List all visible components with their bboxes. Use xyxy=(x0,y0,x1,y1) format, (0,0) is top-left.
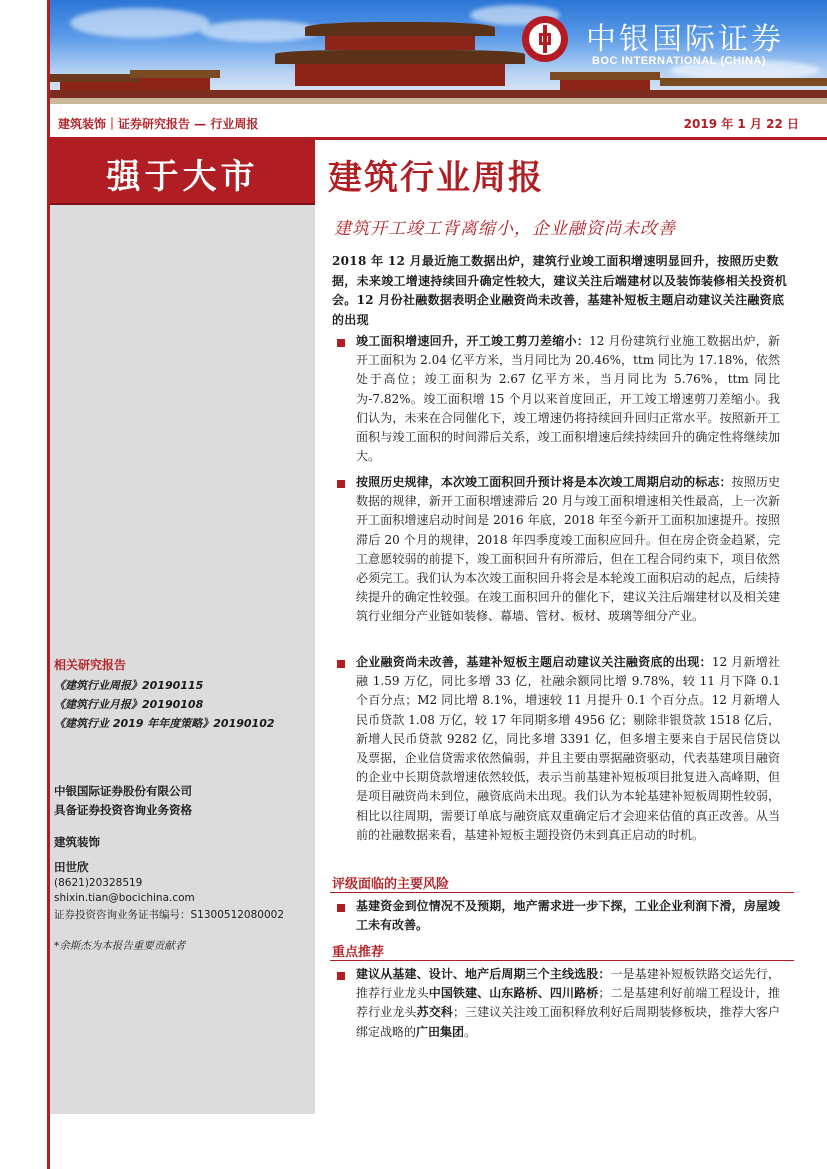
bullet-paragraph xyxy=(356,332,780,466)
sector-label: 建筑装饰 xyxy=(54,835,100,849)
risk-heading: 评级面临的主要风险 xyxy=(332,877,450,892)
risk-text: 基建资金到位情况不及预期，地产需求进一步下探，工业企业利润下滑，房屋竣工未有改善。 xyxy=(356,899,780,933)
page-title: 建筑行业周报 xyxy=(328,158,544,198)
bullet-square-icon xyxy=(337,660,345,668)
contributor-note: *余斯杰为本报告重要贡献者 xyxy=(54,940,186,952)
sidebar-panel xyxy=(50,140,315,1114)
brand-name-en: BOC INTERNATIONAL (CHINA) xyxy=(592,55,767,67)
bullet-text: 12 月份建筑行业施工数据出炉，新开工面积为 2.04 亿平方米，当月同比为 20.46%，ttm 同比为 17.18%，依然处于高位；竣工面积为 2.67 亿平方米，当月同比为 5.76%，ttm 同比为-7.82%。竣工面积增 15 个月以来首度回正，开工竣工增速剪刀差缩小。我们认为，未来在合同催化下，竣工增速仍将持续回升回归正常水平。按照新开工面积与竣工面积的时间滞后关系，竣工面积增速后续持续回升的确定性将继续加大。 xyxy=(356,334,780,464)
brand-name-cn: 中银国际证券 xyxy=(586,22,784,57)
bullet-paragraph xyxy=(356,473,780,627)
analyst-phone: (8621)20328519 xyxy=(54,877,143,889)
rating-label: 强于大市 xyxy=(106,157,259,197)
related-report-item[interactable]: 《建筑行业周报》20190115 xyxy=(54,679,204,692)
bullet-paragraph xyxy=(356,653,780,845)
section-divider xyxy=(330,960,794,961)
picks-stocks: 广田集团 xyxy=(416,1024,465,1039)
picks-stocks: 中国铁建、山东路桥、四川路桥 xyxy=(428,986,599,1001)
report-category: 建筑装饰｜证券研究报告 — 行业周报 xyxy=(58,117,259,131)
bullet-lead: 企业融资尚未改善，基建补短板主题启动建议关注融资底的出现： xyxy=(356,655,712,669)
picks-text: 一是基建补短板铁路交运先行，推荐行业龙头 xyxy=(356,967,780,1001)
analyst-license: 证券投资咨询业务证书编号：S1300512080002 xyxy=(54,909,285,921)
boc-logo-icon xyxy=(522,16,568,62)
company-name: 中银国际证券股份有限公司 xyxy=(54,784,192,798)
page-subtitle: 建筑开工竣工背离缩小，企业融资尚未改善 xyxy=(334,219,676,239)
bullet-square-icon xyxy=(337,480,345,488)
picks-text: ；三建议关注竣工面积释放利好后周期装修板块，推荐大客户绑定战略的 xyxy=(356,1005,780,1039)
bullet-square-icon xyxy=(337,904,345,912)
picks-text: ；二是基建利好前端工程设计，推荐行业龙头 xyxy=(356,986,780,1020)
related-report-item[interactable]: 《建筑行业 2019 年年度策略》20190102 xyxy=(54,717,275,730)
picks-heading: 重点推荐 xyxy=(332,945,385,960)
related-report-item[interactable]: 《建筑行业月报》20190108 xyxy=(54,698,204,711)
summary-paragraph: 2018 年 12 月最近施工数据出炉，建筑行业竣工面积增速明显回升，按照历史数据，未来竣工增速持续回升确定性较大，建议关注后端建材以及装饰装修相关投资机会。12 月份社融数据表明企业融资尚未改善，基建补短板主题启动建议关注融资底的出现 xyxy=(332,254,788,327)
bullet-square-icon xyxy=(337,972,345,980)
report-date: 2019 年 1 月 22 日 xyxy=(683,117,799,131)
company-qualification: 具备证券投资咨询业务资格 xyxy=(54,803,192,817)
picks-text: 。 xyxy=(464,1024,477,1039)
bullet-text: 12 月新增社融 1.59 万亿，同比多增 33 亿，社融余额同比增 9.78%，较 11 月下降 0.1 个百分点；M2 同比增 8.1%，增速较 11 月提升 0.1 个百分点。12 月新增人民币贷款 1.08 万亿，较 17 年同期多增 4956 亿；剔除非银贷款 1518 亿后，新增人民币贷款 9282 亿，同比多增 3391 亿，但多增主要来自于居民信贷以及票据，企业信贷需求依然偏弱，并且主要由票据融资驱动，代表基建项目融资的企业中长期贷款增速依然较低，表示当前基建补短板项目批复进入高峰期，但是项目融资尚未到位，融资底尚未出现。我们认为本轮基建补短板周期性较弱，相比以往周期，需要订单底与融资底双重确定后才会迎来估值的真正改善。从当前的社融数据来看，基建补短板主题投资仍未到真正启动的时机。 xyxy=(356,655,780,842)
picks-paragraph xyxy=(356,965,780,1042)
bullet-lead: 按照历史规律，本次竣工面积回升预计将是本次竣工周期启动的标志： xyxy=(356,475,732,489)
analyst-name: 田世欣 xyxy=(54,860,89,874)
bullet-square-icon xyxy=(337,339,345,347)
bullet-text: 按照历史数据的规律，新开工面积增速滞后 20 月与竣工面积增速相关性最高，上一次新开工面积增速启动时间是 2016 年底，2018 年至今新开工面积加速提升。按照滞后 20 个月的规律，2018 年四季度竣工面积应回升。但在房企资金趋紧，完工意愿较弱的前提下，竣工面积回升有所滞后，但在工程合同约束下，项目依然必须完工。我们认为本次竣工面积回升将会是本轮竣工面积启动的起点，后续持续提升的确定性较强。在竣工面积回升的催化下，建议关注后端建材以及相关建筑行业细分产业链如装修、幕墙、管材、板材、玻璃等细分产业。 xyxy=(356,475,780,624)
analyst-email[interactable]: shixin.tian@bocichina.com xyxy=(54,892,195,904)
related-reports-title: 相关研究报告 xyxy=(54,658,127,672)
picks-stocks: 苏交科 xyxy=(416,1005,453,1020)
picks-lead: 建议从基建、设计、地产后周期三个主线选股： xyxy=(356,967,611,981)
bullet-lead: 竣工面积增速回升，开工竣工剪刀差缩小： xyxy=(356,334,590,348)
section-divider xyxy=(330,892,794,893)
